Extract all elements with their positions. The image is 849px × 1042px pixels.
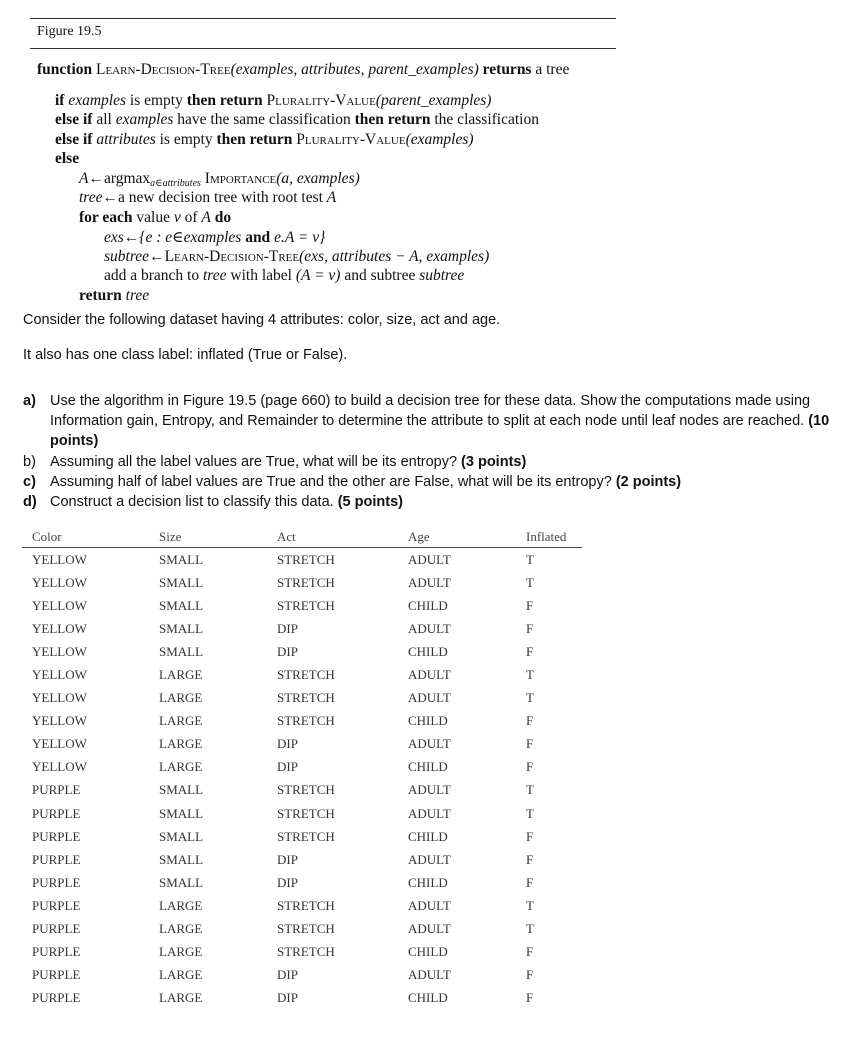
- var-v: v: [173, 209, 181, 226]
- table-row: [22, 918, 582, 941]
- cell-act: STRETCH: [277, 782, 335, 798]
- cell-size: SMALL: [159, 574, 204, 590]
- line-text: add a branch to: [104, 267, 200, 284]
- line-text: and subtree: [344, 267, 416, 284]
- returns-type: a tree: [535, 61, 570, 78]
- cell-inflated: F: [526, 990, 534, 1006]
- figure-label: Figure 19.5: [37, 24, 102, 39]
- argmax-subscript: a∈attributes: [150, 178, 201, 189]
- cell-age: ADULT: [408, 574, 451, 590]
- cell-color: PURPLE: [32, 990, 81, 1006]
- cell-inflated: F: [526, 643, 534, 659]
- table-header-row: [22, 527, 582, 548]
- cell-color: PURPLE: [32, 805, 81, 821]
- question-c: [23, 472, 833, 492]
- var-A: A: [326, 189, 337, 206]
- question-points: (3 points): [461, 454, 527, 470]
- cell-inflated: T: [526, 667, 534, 683]
- cell-inflated: T: [526, 897, 534, 913]
- figure-top-rule: [30, 18, 616, 19]
- cell-color: PURPLE: [32, 851, 81, 867]
- keyword-then-return: then return: [186, 92, 263, 109]
- assign-arrow: ←: [149, 248, 165, 265]
- cell-inflated: T: [526, 574, 534, 590]
- condition-text: is empty: [159, 131, 213, 148]
- cell-color: YELLOW: [32, 713, 87, 729]
- question-text: [50, 492, 833, 512]
- table-row: [22, 871, 582, 894]
- cell-inflated: T: [526, 921, 534, 937]
- function-learn-decision-tree: Learn-Decision-Tree: [164, 248, 300, 265]
- table-row: [22, 733, 582, 756]
- cell-inflated: F: [526, 713, 534, 729]
- question-points: (10 points): [50, 413, 830, 449]
- cell-size: SMALL: [159, 874, 204, 890]
- cell-color: YELLOW: [32, 597, 87, 613]
- var-A: A: [79, 170, 89, 187]
- intro-paragraph-1: Consider the following dataset having 4 attributes: color, size, act and age.: [23, 312, 501, 328]
- set-expression: {e : e∈examples: [139, 229, 242, 246]
- intro-paragraph-2: It also has one class label: inflated (True or False).: [23, 347, 348, 363]
- header-age: Age: [398, 527, 516, 548]
- algorithm-line-4: [55, 150, 79, 168]
- algorithm-line-6: [79, 189, 336, 207]
- line-text: of: [184, 209, 198, 226]
- cell-color: PURPLE: [32, 897, 81, 913]
- cell-age: ADULT: [408, 921, 451, 937]
- table-row: [22, 894, 582, 917]
- keyword-return: return: [79, 287, 122, 304]
- cell-age: ADULT: [408, 897, 451, 913]
- function-signature: [37, 61, 569, 79]
- question-points: (5 points): [337, 494, 403, 510]
- keyword-else-if: else if: [55, 111, 93, 128]
- header-color: Color: [22, 527, 149, 548]
- algorithm-line-10: [104, 267, 464, 285]
- cell-size: LARGE: [159, 944, 203, 960]
- cell-size: SMALL: [159, 782, 204, 798]
- keyword-returns: returns: [482, 61, 532, 78]
- cell-inflated: T: [526, 551, 534, 567]
- question-text: [50, 452, 833, 472]
- var-tree: tree: [125, 287, 150, 304]
- assign-arrow: ←: [88, 170, 104, 187]
- line-text: the classification: [434, 111, 539, 128]
- cell-inflated: F: [526, 851, 534, 867]
- cell-act: STRETCH: [277, 597, 335, 613]
- table-row: [22, 802, 582, 825]
- question-body: Assuming half of label values are True and the other are False, what will be its entropy?: [50, 474, 612, 490]
- cell-inflated: F: [526, 967, 534, 983]
- cell-act: DIP: [277, 967, 298, 983]
- cell-size: LARGE: [159, 713, 203, 729]
- question-text: [50, 472, 833, 492]
- question-d: [23, 492, 833, 512]
- table-row: [22, 594, 582, 617]
- cell-inflated: F: [526, 759, 534, 775]
- cell-act: DIP: [277, 851, 298, 867]
- cell-inflated: T: [526, 690, 534, 706]
- branch-label: (A = v): [295, 267, 341, 284]
- cell-age: CHILD: [408, 759, 448, 775]
- table-row: [22, 640, 582, 663]
- algorithm-line-8: [104, 228, 325, 247]
- cell-age: ADULT: [408, 736, 451, 752]
- question-label: b): [23, 454, 36, 470]
- cell-act: DIP: [277, 643, 298, 659]
- cell-act: STRETCH: [277, 713, 335, 729]
- cell-color: PURPLE: [32, 874, 81, 890]
- line-text: all: [96, 111, 112, 128]
- line-text: have the same classification: [177, 111, 351, 128]
- cell-age: ADULT: [408, 851, 451, 867]
- function-arg: (a, examples): [276, 170, 360, 187]
- cell-inflated: F: [526, 944, 534, 960]
- keyword-do: do: [214, 209, 232, 226]
- cell-size: LARGE: [159, 990, 203, 1006]
- function-arg: (parent_examples): [375, 92, 492, 109]
- question-body: Assuming all the label values are True, what will be its entropy?: [50, 454, 458, 470]
- cell-age: ADULT: [408, 551, 451, 567]
- cell-act: STRETCH: [277, 551, 335, 567]
- algorithm-line-9: [104, 248, 489, 266]
- cell-age: ADULT: [408, 690, 451, 706]
- line-text: value: [136, 209, 170, 226]
- cell-color: YELLOW: [32, 643, 87, 659]
- cell-color: YELLOW: [32, 667, 87, 683]
- dataset-table: [22, 527, 582, 1010]
- cell-size: SMALL: [159, 851, 204, 867]
- var-subtree: subtree: [104, 248, 150, 265]
- question-points: (2 points): [615, 474, 682, 490]
- question-a: [23, 391, 833, 451]
- set-expression: e.A = v}: [274, 229, 326, 246]
- var-tree: tree: [79, 189, 103, 206]
- table-row: [22, 941, 582, 964]
- cell-size: LARGE: [159, 667, 203, 683]
- header-inflated: Inflated: [516, 527, 582, 548]
- cell-age: CHILD: [408, 990, 448, 1006]
- cell-size: LARGE: [159, 690, 203, 706]
- algorithm-line-2: [55, 111, 539, 129]
- figure-caption-rule: [30, 48, 616, 49]
- cell-inflated: F: [526, 620, 534, 636]
- line-text: with label: [230, 267, 292, 284]
- algorithm-line-7: [79, 209, 231, 227]
- keyword-for-each: for each: [79, 209, 133, 226]
- cell-age: ADULT: [408, 967, 451, 983]
- table-body: [22, 548, 582, 1010]
- header-size: Size: [149, 527, 267, 548]
- header-act: Act: [267, 527, 398, 548]
- cell-size: LARGE: [159, 759, 203, 775]
- argmax-operator: argmax: [103, 170, 151, 187]
- table-row: [22, 617, 582, 640]
- cell-color: PURPLE: [32, 828, 81, 844]
- var-attributes: attributes: [96, 131, 156, 148]
- cell-inflated: F: [526, 736, 534, 752]
- function-importance: Importance: [204, 170, 277, 187]
- cell-color: YELLOW: [32, 620, 87, 636]
- cell-act: STRETCH: [277, 690, 335, 706]
- question-text: [50, 391, 833, 451]
- table-row: [22, 825, 582, 848]
- cell-act: STRETCH: [277, 944, 335, 960]
- cell-color: YELLOW: [32, 574, 87, 590]
- function-arg: (examples): [405, 131, 474, 148]
- cell-color: PURPLE: [32, 944, 81, 960]
- cell-act: DIP: [277, 759, 298, 775]
- table-row: [22, 548, 582, 572]
- function-name: Learn-Decision-Tree: [96, 61, 231, 78]
- question-label: d): [23, 494, 37, 510]
- cell-size: SMALL: [159, 551, 204, 567]
- cell-size: SMALL: [159, 643, 204, 659]
- cell-size: SMALL: [159, 805, 204, 821]
- keyword-then-return: then return: [354, 111, 431, 128]
- cell-inflated: F: [526, 597, 534, 613]
- cell-age: CHILD: [408, 643, 448, 659]
- table-row: [22, 848, 582, 871]
- var-subtree: subtree: [419, 267, 465, 284]
- algorithm-line-1: [55, 92, 491, 110]
- question-label: a): [23, 393, 36, 409]
- cell-age: CHILD: [408, 828, 448, 844]
- condition-text: is empty: [129, 92, 183, 109]
- var-exs: exs: [104, 229, 124, 246]
- assign-arrow: ←: [102, 189, 119, 206]
- cell-size: LARGE: [159, 921, 203, 937]
- assign-arrow: ←: [123, 229, 140, 246]
- function-args: (examples, attributes, parent_examples): [230, 61, 479, 78]
- cell-act: DIP: [277, 736, 298, 752]
- line-text: a new decision tree with root test: [118, 189, 323, 206]
- cell-age: ADULT: [408, 667, 451, 683]
- cell-age: CHILD: [408, 597, 448, 613]
- cell-age: ADULT: [408, 620, 451, 636]
- cell-size: SMALL: [159, 620, 204, 636]
- cell-color: YELLOW: [32, 690, 87, 706]
- algorithm-line-5: [79, 170, 360, 189]
- question-body: Use the algorithm in Figure 19.5 (page 660) to build a decision tree for these data. Show the computations made using Information gain, Entropy, and Remainder to determine the attribute to split at each node until leaf nodes are reached.: [50, 393, 811, 429]
- cell-color: YELLOW: [32, 551, 87, 567]
- cell-age: ADULT: [408, 782, 451, 798]
- question-b: [23, 452, 833, 472]
- function-plurality-value: Plurality-Value: [266, 92, 376, 109]
- table-row: [22, 987, 582, 1010]
- table-row: [22, 756, 582, 779]
- table-row: [22, 779, 582, 802]
- cell-inflated: T: [526, 805, 534, 821]
- cell-color: YELLOW: [32, 736, 87, 752]
- algorithm-line-3: [55, 131, 474, 149]
- cell-inflated: F: [526, 828, 534, 844]
- cell-act: STRETCH: [277, 805, 335, 821]
- cell-act: DIP: [277, 620, 298, 636]
- cell-inflated: F: [526, 874, 534, 890]
- function-plurality-value: Plurality-Value: [296, 131, 406, 148]
- cell-size: LARGE: [159, 897, 203, 913]
- table-row: [22, 663, 582, 686]
- cell-act: DIP: [277, 874, 298, 890]
- algorithm-line-11: [79, 287, 149, 305]
- function-arg: (exs, attributes − A, examples): [299, 248, 490, 265]
- question-label: c): [23, 474, 36, 490]
- cell-age: CHILD: [408, 713, 448, 729]
- cell-size: SMALL: [159, 828, 204, 844]
- cell-color: PURPLE: [32, 921, 81, 937]
- cell-age: CHILD: [408, 874, 448, 890]
- keyword-function: function: [37, 61, 93, 78]
- cell-act: STRETCH: [277, 574, 335, 590]
- cell-age: CHILD: [408, 944, 448, 960]
- cell-color: PURPLE: [32, 967, 81, 983]
- keyword-if: if: [55, 92, 65, 109]
- cell-act: STRETCH: [277, 921, 335, 937]
- table-row: [22, 571, 582, 594]
- cell-inflated: T: [526, 782, 534, 798]
- cell-age: ADULT: [408, 805, 451, 821]
- cell-color: PURPLE: [32, 782, 81, 798]
- var-examples: examples: [115, 111, 174, 128]
- var-tree: tree: [203, 267, 227, 284]
- keyword-else-if: else if: [55, 131, 93, 148]
- table-row: [22, 687, 582, 710]
- cell-size: SMALL: [159, 597, 204, 613]
- cell-act: DIP: [277, 990, 298, 1006]
- cell-act: STRETCH: [277, 897, 335, 913]
- table-row: [22, 964, 582, 987]
- cell-size: LARGE: [159, 967, 203, 983]
- question-body: Construct a decision list to classify this data.: [50, 494, 334, 510]
- var-A: A: [201, 209, 211, 226]
- cell-size: LARGE: [159, 736, 203, 752]
- table-row: [22, 710, 582, 733]
- cell-act: STRETCH: [277, 667, 335, 683]
- cell-color: YELLOW: [32, 759, 87, 775]
- var-examples: examples: [68, 92, 127, 109]
- keyword-and: and: [245, 229, 271, 246]
- cell-act: STRETCH: [277, 828, 335, 844]
- keyword-else: else: [55, 150, 80, 167]
- keyword-then-return: then return: [216, 131, 293, 148]
